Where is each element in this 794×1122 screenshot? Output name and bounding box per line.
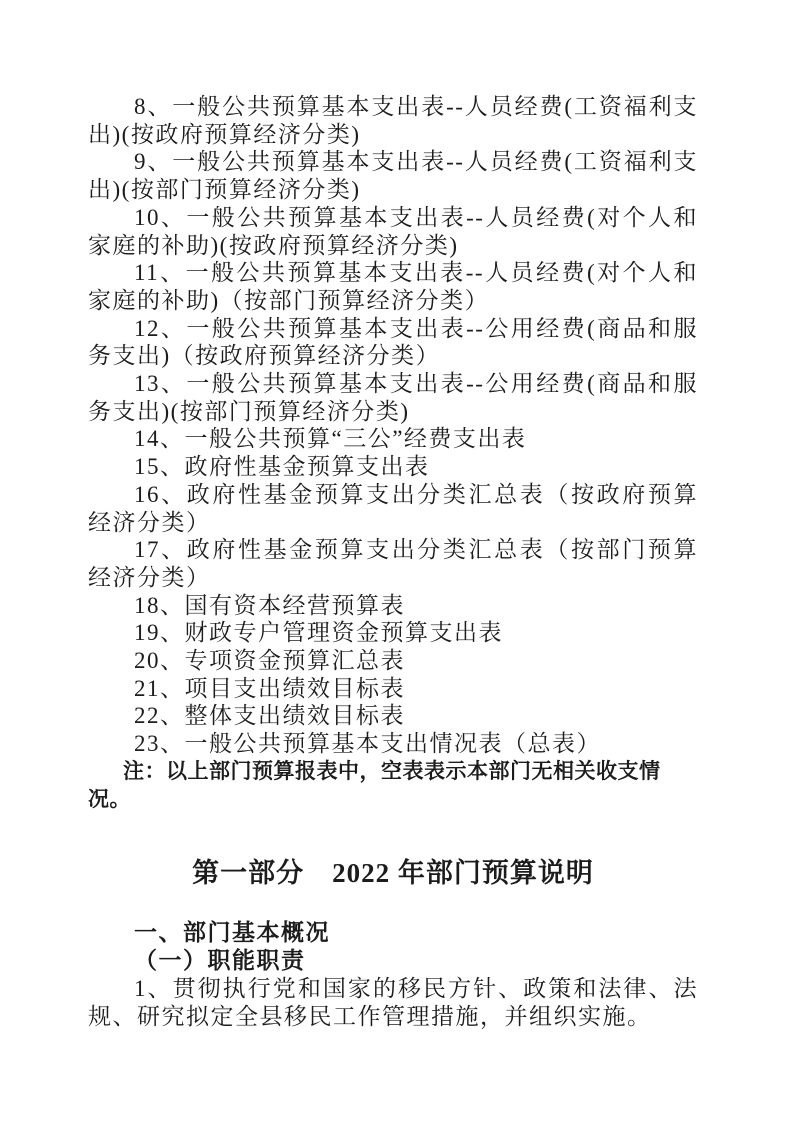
toc-item-9: 9、一般公共预算基本支出表--人员经费(工资福利支出)(按部门预算经济分类) <box>88 149 698 203</box>
toc-item-17: 17、政府性基金预算支出分类汇总表（按部门预算经济分类） <box>88 537 698 590</box>
toc-item-15: 15、政府性基金预算支出表 <box>134 454 430 480</box>
toc-item-16: 16、政府性基金预算支出分类汇总表（按政府预算经济分类） <box>88 481 698 535</box>
toc-item-19: 19、财政专户管理资金预算支出表 <box>134 620 503 646</box>
toc-item-10: 10、一般公共预算基本支出表--人员经费(对个人和家庭的补助)(按政府预算经济分类) <box>88 204 698 258</box>
section-heading: 一、部门基本概况 <box>134 920 330 946</box>
toc-item-12: 12、一般公共预算基本支出表--公用经费(商品和服务支出)（按政府预算经济分类） <box>88 315 698 369</box>
toc-item-22: 22、整体支出绩效目标表 <box>134 703 405 729</box>
toc-item-8: 8、一般公共预算基本支出表--人员经费(工资福利支出)(按政府预算经济分类) <box>88 94 698 147</box>
subsection-heading: （一）职能职责 <box>134 948 306 974</box>
toc-item-11: 11、一般公共预算基本支出表--人员经费(对个人和家庭的补助)（按部门预算经济分类） <box>88 260 698 313</box>
toc-item-23: 23、一般公共预算基本支出情况表（总表） <box>134 731 601 757</box>
body-paragraph: 1、贯彻执行党和国家的移民方针、政策和法律、法规、研究拟定全县移民工作管理措施，并组织实施。 <box>88 976 698 1030</box>
section-body <box>88 919 698 1031</box>
toc-list <box>88 93 698 813</box>
toc-note: 注：以上部门预算报表中，空表表示本部门无相关收支情况。 <box>88 758 661 811</box>
part-heading: 第一部分 2022 年部门预算说明 <box>192 858 594 889</box>
toc-item-21: 21、项目支出绩效目标表 <box>134 675 405 701</box>
toc-item-18: 18、国有资本经营预算表 <box>134 592 405 618</box>
toc-item-14: 14、一般公共预算“三公”经费支出表 <box>134 426 527 452</box>
toc-item-13: 13、一般公共预算基本支出表--公用经费(商品和服务支出)(按部门预算经济分类) <box>88 371 698 424</box>
toc-item-20: 20、专项资金预算汇总表 <box>134 648 405 674</box>
